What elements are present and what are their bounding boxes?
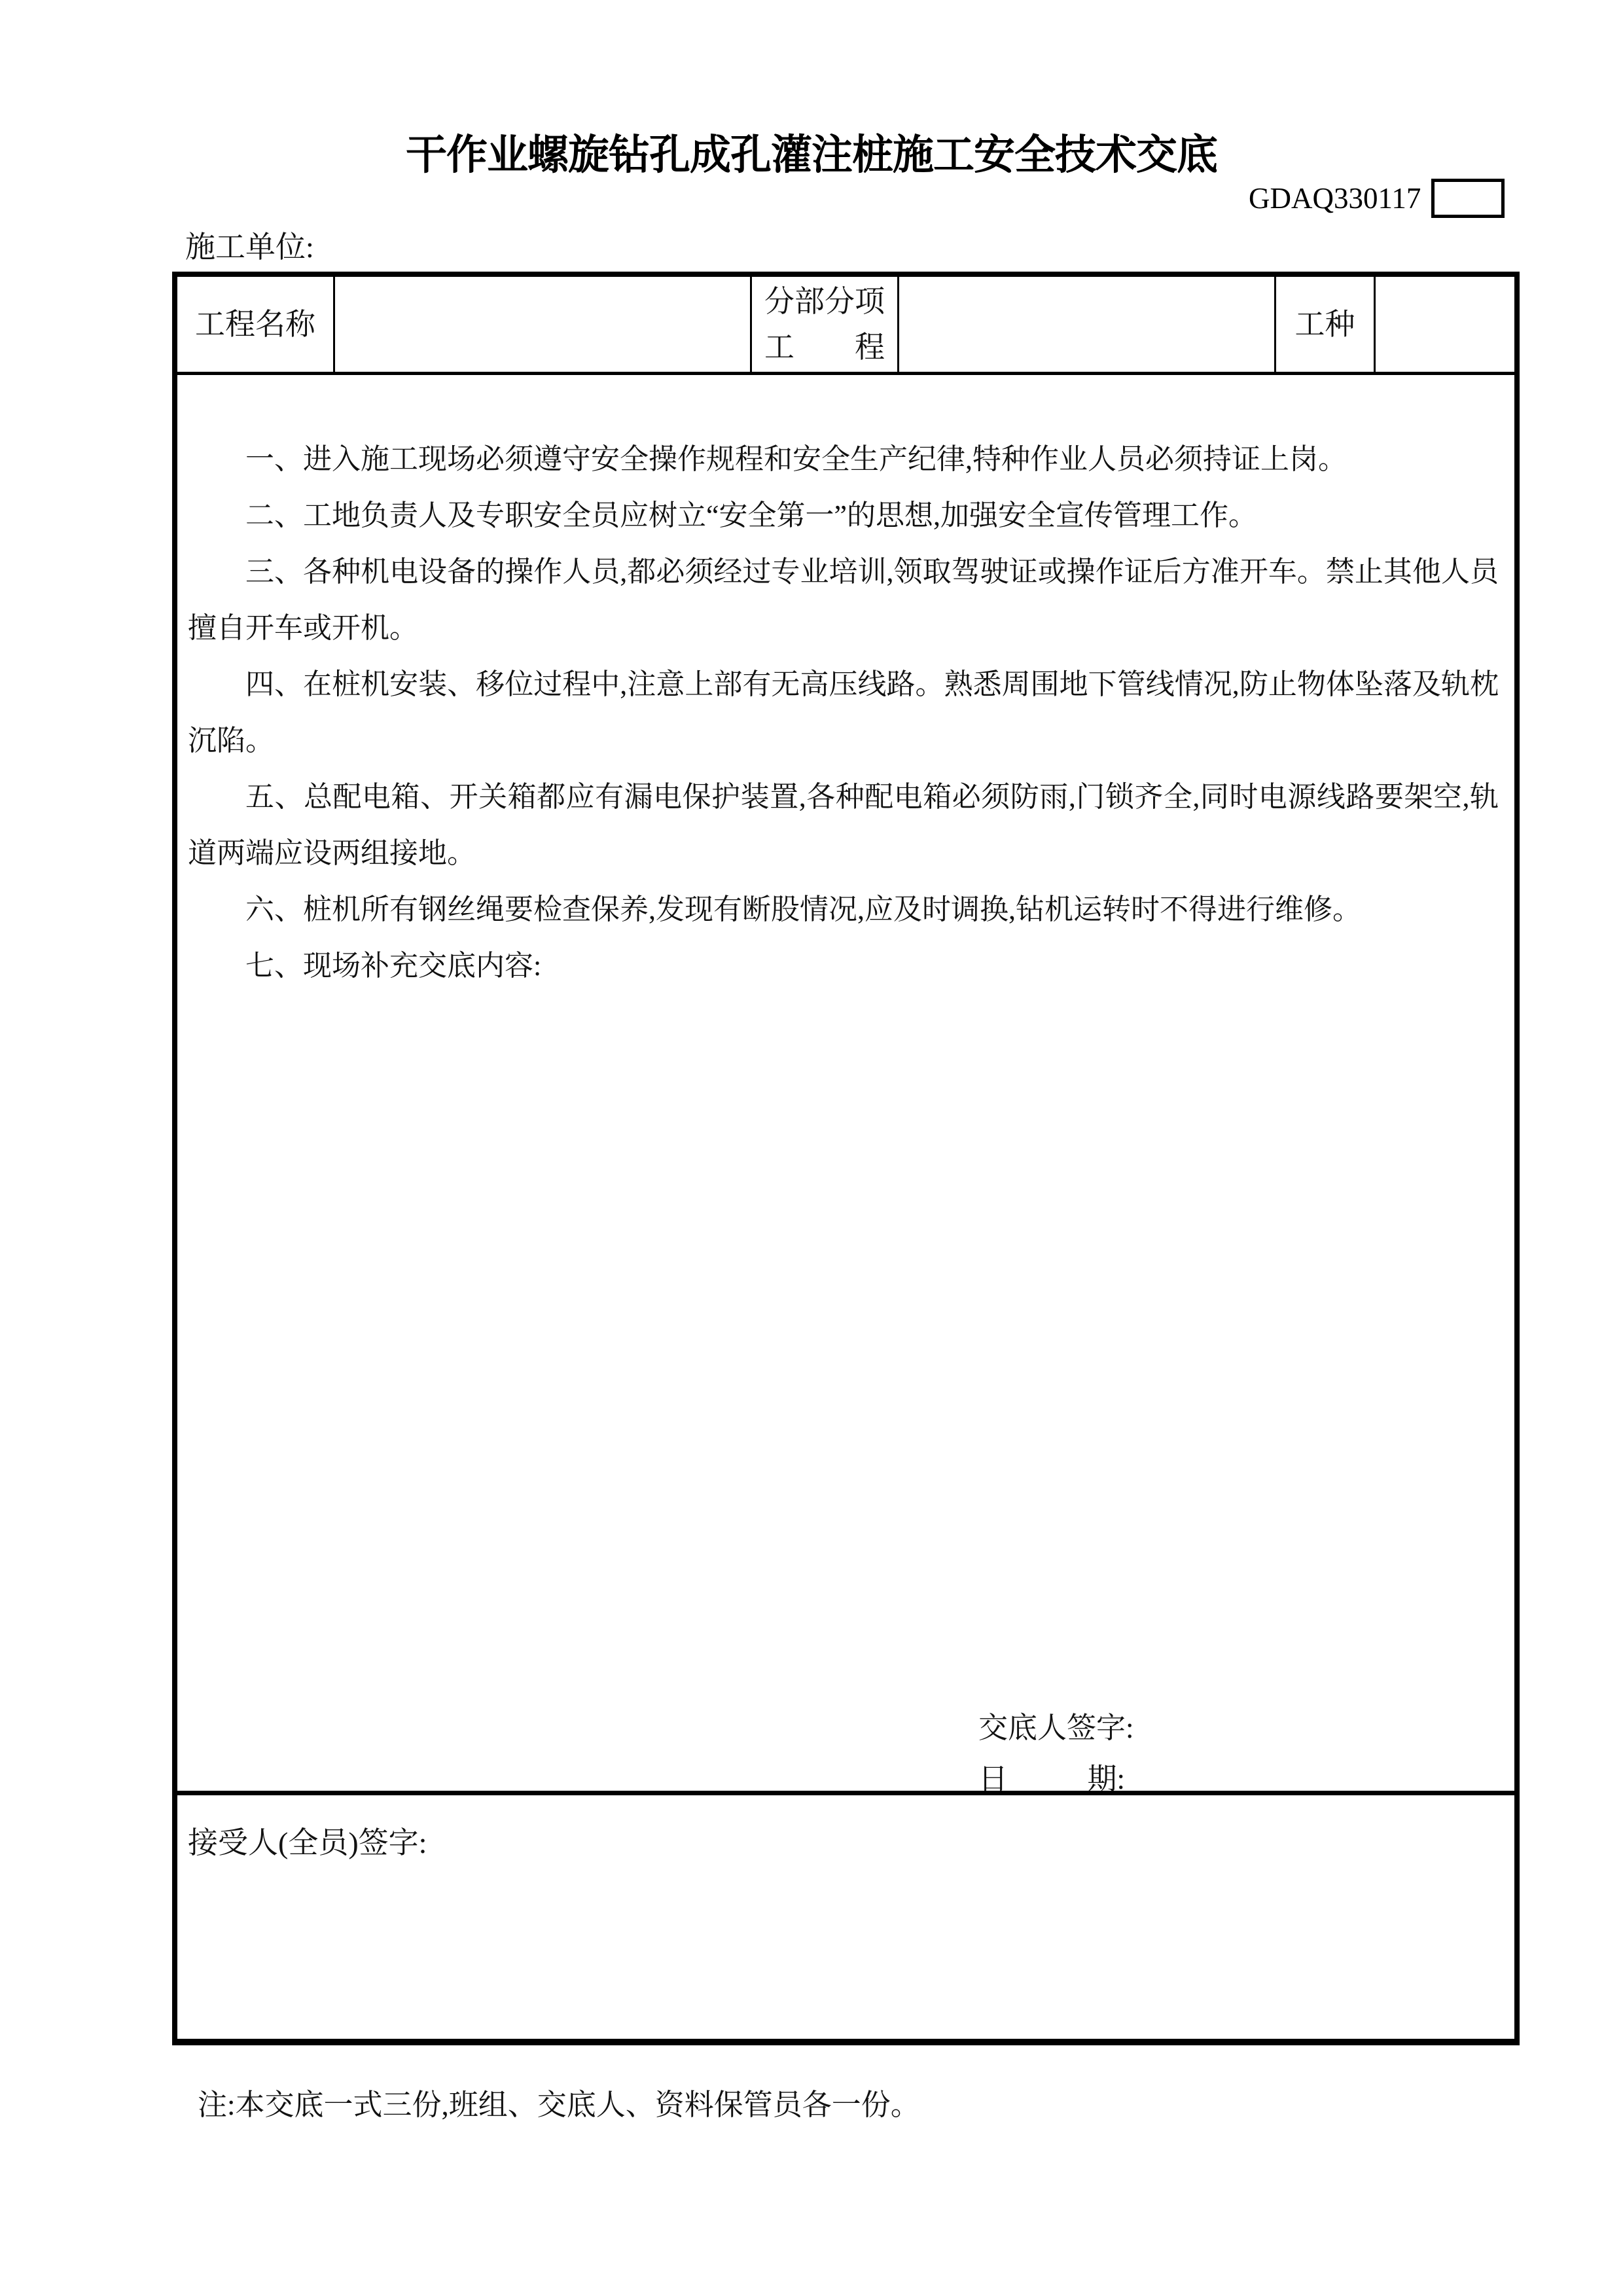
briefing-item-2: 二、工地负责人及专职安全员应树立“安全第一”的思想,加强安全宣传管理工作。 [245, 499, 1258, 531]
receiver-signature-cell [177, 1795, 1514, 2039]
briefing-item-1: 一、进入施工现场必须遵守安全操作规程和安全生产纪律,特种作业人员必须持证上岗。 [245, 443, 1347, 475]
signature-block [978, 1702, 1134, 1804]
briefer-signature-label: 交底人签字: [978, 1712, 1134, 1744]
subdivision-label-cell [752, 277, 899, 372]
construction-unit-label: 施工单位: [185, 230, 314, 264]
receiver-signature-label: 接受人(全员)签字: [188, 1826, 427, 1859]
briefing-item-3: 三、各种机电设备的操作人员,都必须经过专业培训,领取驾驶证或操作证后方准开车。禁止其他人员擅自开车或开机。 [188, 556, 1499, 644]
date-label: 日 期: [978, 1763, 1125, 1795]
code-checkbox [1431, 179, 1505, 218]
page-title: 干作业螺旋钻孔成孔灌注桩施工安全技术交底 [406, 132, 1217, 178]
form-code-row [1249, 178, 1505, 219]
briefing-form-table [172, 272, 1520, 2045]
subdivision-label-line1: 分部分项 [764, 284, 885, 318]
project-name-label-cell: 工程名称 [177, 277, 335, 372]
form-code: GDAQ330117 [1249, 182, 1421, 215]
briefing-content-cell [177, 375, 1514, 1795]
subdivision-value-cell [899, 277, 1276, 372]
project-name-value-cell [335, 277, 752, 372]
briefing-item-5: 五、总配电箱、开关箱都应有漏电保护装置,各种配电箱必须防雨,门锁齐全,同时电源线路要架空,轨道两端应设两组接地。 [188, 781, 1499, 869]
briefing-item-4: 四、在桩机安装、移位过程中,注意上部有无高压线路。熟悉周围地下管线情况,防止物体坠落及轨枕沉陷。 [188, 668, 1499, 757]
work-type-label-cell: 工种 [1276, 277, 1376, 372]
subdivision-label-line2: 工 程 [764, 330, 885, 364]
briefing-item-7: 七、现场补充交底内容: [245, 950, 542, 982]
form-header-row [177, 277, 1514, 375]
work-type-value-cell [1376, 277, 1514, 372]
briefing-item-6: 六、桩机所有钢丝绳要检查保养,发现有断股情况,应及时调换,钻机运转时不得进行维修。 [245, 893, 1361, 925]
footer-note: 注:本交底一式三份,班组、交底人、资料保管员各一份。 [198, 2089, 920, 2121]
